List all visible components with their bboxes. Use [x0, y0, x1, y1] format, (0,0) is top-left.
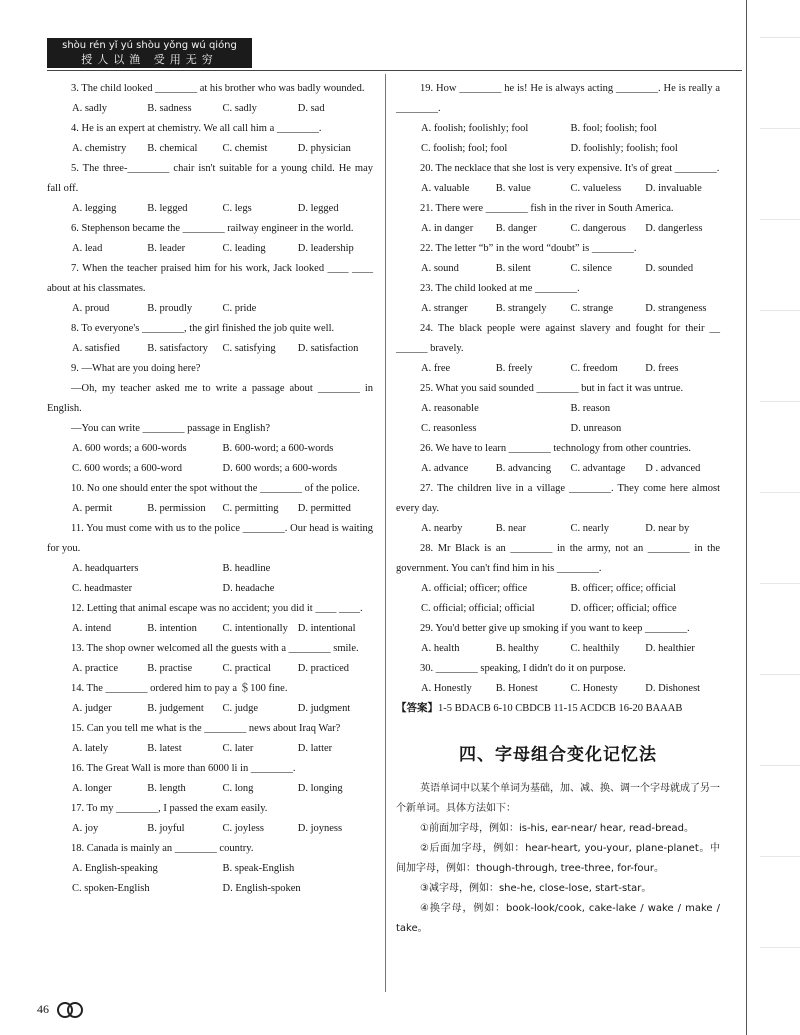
- options-row: [72, 879, 373, 899]
- option-choice: C. silence: [570, 263, 612, 274]
- options-row: [421, 579, 720, 599]
- option-choice: C. intentionally: [222, 623, 288, 634]
- option-choice: C. leading: [222, 243, 266, 254]
- question-text: 27. The children live in a village ________. They come here almost every day.: [396, 483, 723, 514]
- option-choice: A. Honestly: [421, 683, 472, 694]
- answer-key: [396, 699, 720, 719]
- question-text: 19. How ________ he is! He is always acting ________. He is really a ________.: [396, 83, 723, 114]
- answer-label: 【答案】: [396, 703, 438, 714]
- option-choice: C. permitting: [222, 503, 279, 514]
- option-choice: B. near: [495, 523, 527, 534]
- option-choice: A. satisfied: [72, 343, 120, 354]
- question-text: 16. The Great Wall is more than 6000 li in ________.: [71, 763, 296, 774]
- option-choice: D. frees: [645, 363, 679, 374]
- option-choice: D. legged: [297, 203, 339, 214]
- option-choice: D . advanced: [645, 463, 701, 474]
- option-choice: C. satisfying: [222, 343, 276, 354]
- options-row: [421, 599, 720, 619]
- option-choice: B. satisfactory: [147, 343, 208, 354]
- option-choice: D. practiced: [297, 663, 350, 674]
- option-choice: C. valueless: [570, 183, 622, 194]
- options-row: [421, 179, 720, 199]
- option-choice: C. practical: [222, 663, 271, 674]
- option-choice: C. official; official; official: [421, 603, 535, 614]
- option-choice: A. lately: [72, 743, 109, 754]
- options-row: [72, 819, 373, 839]
- option-choice: D. intentional: [297, 623, 356, 634]
- option-choice: C. later: [222, 743, 254, 754]
- option-choice: A. 600 words; a 600-words: [72, 443, 187, 454]
- option-choice: B. officer; office; official: [570, 583, 677, 594]
- option-choice: A. reasonable: [421, 403, 479, 414]
- option-choice: D. English-spoken: [222, 883, 301, 894]
- options-row: [72, 439, 373, 459]
- options-row: [421, 299, 720, 319]
- option-choice: D. leadership: [297, 243, 354, 254]
- option-choice: A. judger: [72, 703, 112, 714]
- options-row: [421, 399, 720, 419]
- options-row: [72, 199, 373, 219]
- option-choice: C. freedom: [570, 363, 618, 374]
- options-row: [72, 339, 373, 359]
- option-choice: D. dangerless: [645, 223, 703, 234]
- question-text: 8. To everyone's ________, the girl finished the job quite well.: [71, 323, 335, 334]
- option-choice: B. freely: [495, 363, 533, 374]
- option-choice: A. in danger: [421, 223, 474, 234]
- option-choice: A. intend: [72, 623, 112, 634]
- option-choice: B. intention: [147, 623, 197, 634]
- option-choice: C. dangerous: [570, 223, 626, 234]
- page-edge-line: [746, 0, 747, 1035]
- options-row: [421, 679, 720, 699]
- options-row: [72, 459, 373, 479]
- option-choice: B. leader: [147, 243, 186, 254]
- options-row: [421, 419, 720, 439]
- option-choice: B. reason: [570, 403, 611, 414]
- option-choice: B. fool; foolish; fool: [570, 123, 657, 134]
- option-choice: B. speak-English: [222, 863, 295, 874]
- option-choice: D. sounded: [645, 263, 694, 274]
- question-text: 14. The ________ ordered him to pay a ＄100 fine.: [71, 683, 288, 694]
- option-choice: A. proud: [72, 303, 110, 314]
- option-choice: B. silent: [495, 263, 531, 274]
- option-choice: A. lead: [72, 243, 103, 254]
- publisher-logo-icon: [55, 1000, 83, 1018]
- options-row: [72, 99, 373, 119]
- options-row: [421, 519, 720, 539]
- question-text: 12. Letting that animal escape was no accident; you did it ____ ____.: [71, 603, 363, 614]
- option-choice: C. pride: [222, 303, 257, 314]
- option-choice: D. joyness: [297, 823, 343, 834]
- option-choice: D. healthier: [645, 643, 695, 654]
- section-paragraph: 英语单词中以某个单词为基础，加、减、换、调一个字母就成了另一个新单词。具体方法如下：: [396, 783, 720, 814]
- options-row: [421, 359, 720, 379]
- option-choice: B. length: [147, 783, 186, 794]
- option-choice: A. English-speaking: [72, 863, 158, 874]
- option-choice: D. judgment: [297, 703, 351, 714]
- option-choice: C. judge: [222, 703, 259, 714]
- series-header: [47, 38, 252, 68]
- option-choice: C. Honesty: [570, 683, 618, 694]
- option-choice: B. advancing: [495, 463, 552, 474]
- header-chinese: 授人以渔 受用无穷: [81, 53, 218, 66]
- option-choice: A. practice: [72, 663, 119, 674]
- option-choice: D. 600 words; a 600-words: [222, 463, 338, 474]
- options-row: [72, 579, 373, 599]
- option-choice: A. official; officer; office: [421, 583, 528, 594]
- column-divider: [385, 74, 386, 992]
- question-text: 10. No one should enter the spot without the ________ of the police.: [71, 483, 360, 494]
- options-row: [72, 559, 373, 579]
- question-text: 24. The black people were against slavery and fought for their __ ______ bravely.: [396, 323, 723, 354]
- option-choice: B. Honest: [495, 683, 538, 694]
- options-row: [421, 119, 720, 139]
- option-choice: D. Dishonest: [645, 683, 701, 694]
- option-choice: A. chemistry: [72, 143, 127, 154]
- option-choice: D. permitted: [297, 503, 351, 514]
- question-text: 11. You must come with us to the police ________. Our head is waiting for you.: [47, 523, 376, 554]
- option-choice: B. judgement: [147, 703, 204, 714]
- option-choice: A. longer: [72, 783, 112, 794]
- question-text: 6. Stephenson became the ________ railway engineer in the world.: [71, 223, 354, 234]
- option-choice: C. 600 words; a 600-word: [72, 463, 182, 474]
- option-choice: A. advance: [421, 463, 469, 474]
- options-row: [421, 259, 720, 279]
- page-number: 46: [37, 1001, 49, 1016]
- option-choice: C. chemist: [222, 143, 268, 154]
- option-choice: A. free: [421, 363, 451, 374]
- question-text: 22. The letter “b” in the word “doubt” is ________.: [420, 243, 637, 254]
- option-choice: B. latest: [147, 743, 182, 754]
- option-choice: D. physician: [297, 143, 351, 154]
- option-choice: C. healthily: [570, 643, 620, 654]
- right-column: [396, 79, 723, 939]
- section-paragraph: ②后面加字母，例如：hear-heart, you-your, plane-planet。中间加字母，例如：though-through, tree-three, for-four。: [396, 843, 720, 874]
- option-choice: B. healthy: [495, 643, 539, 654]
- option-choice: D. sad: [297, 103, 325, 114]
- section-title: 四、字母组合变化记忆法: [459, 745, 657, 765]
- answer-text: 1-5 BDACB 6-10 CBDCB 11-15 ACDCB 16-20 BAAAB: [438, 703, 683, 714]
- option-choice: C. nearly: [570, 523, 609, 534]
- option-choice: B. joyful: [147, 823, 185, 834]
- header-rule: [47, 70, 742, 71]
- question-text: 28. Mr Black is an ________ in the army, not an ________ in the government. You can't find him in his ________.: [396, 543, 723, 574]
- right-questions: [396, 79, 723, 699]
- option-choice: B. headline: [222, 563, 271, 574]
- option-choice: B. permission: [147, 503, 206, 514]
- option-choice: C. spoken-English: [72, 883, 150, 894]
- question-text: —You can write ________ passage in English?: [71, 423, 270, 434]
- options-row: [421, 139, 720, 159]
- options-row: [72, 139, 373, 159]
- options-row: [421, 219, 720, 239]
- option-choice: B. sadness: [147, 103, 192, 114]
- option-choice: C. reasonless: [421, 423, 477, 434]
- option-choice: A. sound: [421, 263, 459, 274]
- option-choice: B. 600-word; a 600-words: [222, 443, 334, 454]
- question-text: 26. We have to learn ________ technology from other countries.: [420, 443, 692, 454]
- options-row: [421, 459, 720, 479]
- options-row: [421, 639, 720, 659]
- option-choice: B. strangely: [495, 303, 547, 314]
- option-choice: D. near by: [645, 523, 690, 534]
- question-text: 9. —What are you doing here?: [71, 363, 201, 374]
- question-text: 20. The necklace that she lost is very expensive. It's of great ________.: [420, 163, 720, 174]
- options-row: [72, 779, 373, 799]
- options-row: [72, 499, 373, 519]
- option-choice: [298, 299, 373, 319]
- question-text: 4. He is an expert at chemistry. We all call him a ________.: [71, 123, 322, 134]
- question-text: —Oh, my teacher asked me to write a passage about ________ in English.: [47, 383, 376, 414]
- option-choice: C. foolish; fool; fool: [421, 143, 508, 154]
- question-text: 21. There were ________ fish in the river in South America.: [420, 203, 674, 214]
- option-choice: D. officer; official; office: [570, 603, 677, 614]
- option-choice: A. nearby: [421, 523, 463, 534]
- left-column: [47, 79, 376, 899]
- option-choice: D. unreason: [570, 423, 622, 434]
- options-row: [72, 739, 373, 759]
- option-choice: B. practise: [147, 663, 193, 674]
- options-row: [72, 659, 373, 679]
- section-paragraph: ③减字母，例如：she-he, close-lose, start-star。: [420, 883, 652, 894]
- question-text: 25. What you said sounded ________ but in fact it was untrue.: [420, 383, 684, 394]
- question-text: 18. Canada is mainly an ________ country.: [71, 843, 254, 854]
- option-choice: C. advantage: [570, 463, 626, 474]
- question-text: 15. Can you tell me what is the ________ news about Iraq War?: [71, 723, 341, 734]
- option-choice: D. foolishly; foolish; fool: [570, 143, 678, 154]
- page-footer: [37, 1000, 83, 1018]
- question-text: 30. ________ speaking, I didn't do it on purpose.: [420, 663, 626, 674]
- section-paragraph: ④换字母，例如：book-look/cook, cake-lake / wake / make / take。: [396, 903, 720, 934]
- options-row: [72, 859, 373, 879]
- option-choice: A. valuable: [421, 183, 470, 194]
- question-text: 3. The child looked ________ at his brother who was badly wounded.: [71, 83, 365, 94]
- option-choice: D. latter: [297, 743, 333, 754]
- option-choice: A. health: [421, 643, 460, 654]
- option-choice: D. longing: [297, 783, 343, 794]
- option-choice: A. joy: [72, 823, 99, 834]
- option-choice: D. satisfaction: [297, 343, 359, 354]
- section-body: [396, 779, 720, 939]
- option-choice: B. legged: [147, 203, 188, 214]
- option-choice: A. legging: [72, 203, 117, 214]
- option-choice: A. foolish; foolishly; fool: [421, 123, 529, 134]
- option-choice: C. headmaster: [72, 583, 133, 594]
- option-choice: A. stranger: [421, 303, 468, 314]
- option-choice: B. chemical: [147, 143, 198, 154]
- option-choice: A. headquarters: [72, 563, 139, 574]
- section-paragraph: ①前面加字母，例如：is-his, ear-near/ hear, read-bread。: [420, 823, 694, 834]
- option-choice: C. sadly: [222, 103, 257, 114]
- option-choice: B. danger: [495, 223, 537, 234]
- options-row: [72, 699, 373, 719]
- option-choice: C. long: [222, 783, 254, 794]
- question-text: 5. The three-________ chair isn't suitable for a young child. He may fall off.: [47, 163, 376, 194]
- option-choice: D. invaluable: [645, 183, 702, 194]
- question-text: 29. You'd better give up smoking if you want to keep ________.: [420, 623, 690, 634]
- option-choice: D. headache: [222, 583, 275, 594]
- option-choice: C. joyless: [222, 823, 264, 834]
- option-choice: C. strange: [570, 303, 614, 314]
- option-choice: B. proudly: [147, 303, 193, 314]
- option-choice: C. legs: [222, 203, 252, 214]
- options-row: [72, 299, 373, 319]
- scan-margin: [760, 0, 800, 1035]
- question-text: 7. When the teacher praised him for his work, Jack looked ____ ____ about at his classmates.: [47, 263, 376, 294]
- options-row: [72, 239, 373, 259]
- option-choice: B. value: [495, 183, 531, 194]
- option-choice: D. strangeness: [645, 303, 707, 314]
- option-choice: A. sadly: [72, 103, 107, 114]
- question-text: 23. The child looked at me ________.: [420, 283, 580, 294]
- option-choice: A. permit: [72, 503, 113, 514]
- options-row: [72, 619, 373, 639]
- question-text: 17. To my ________, I passed the exam easily.: [71, 803, 268, 814]
- question-text: 13. The shop owner welcomed all the guests with a ________ smile.: [71, 643, 359, 654]
- header-pinyin: shòu rén yǐ yú shòu yǒng wú qióng: [62, 40, 237, 51]
